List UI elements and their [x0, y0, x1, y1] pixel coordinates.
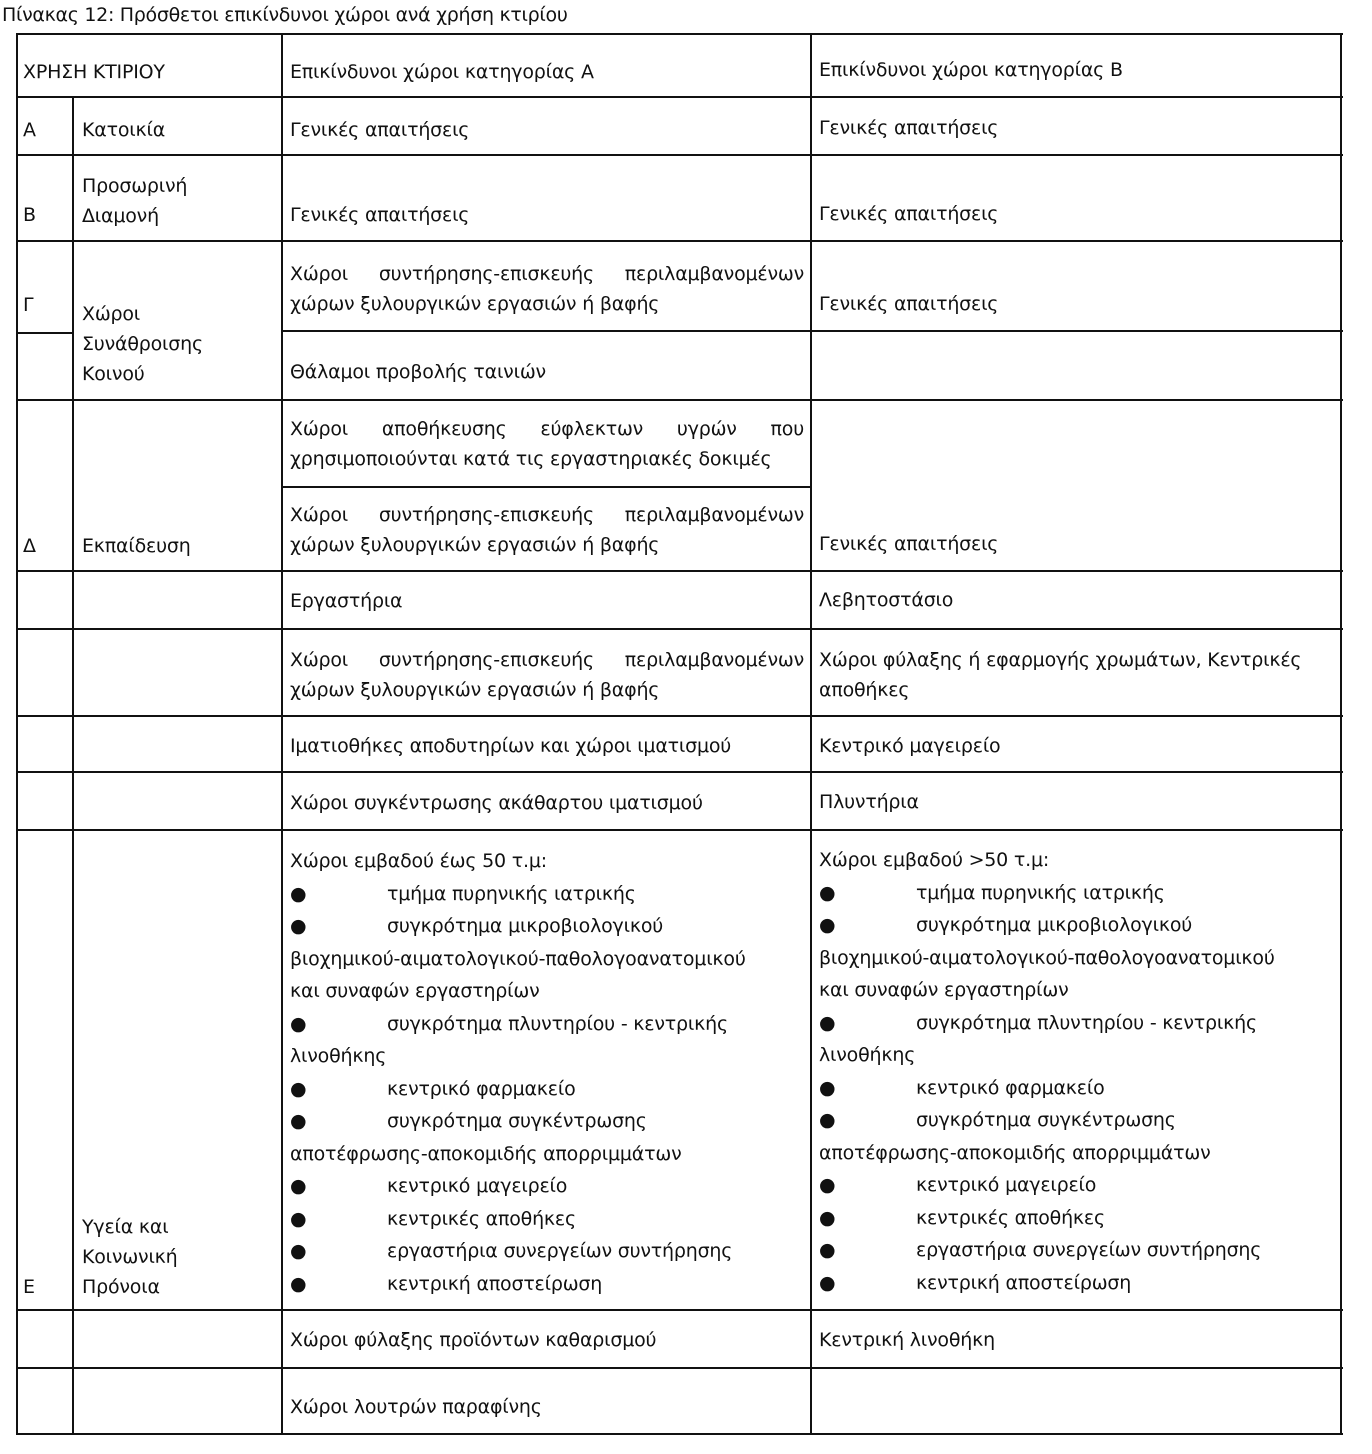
- bullet-icon: ●: [819, 1239, 836, 1261]
- list-intro: Χώροι εμβαδού >50 τ.μ:: [819, 849, 1050, 871]
- row-divider: [16, 1367, 1343, 1369]
- bullet-icon: ●: [819, 1109, 836, 1131]
- bullet-icon: ●: [819, 1011, 836, 1034]
- row-cat-a: Εργαστήρια: [290, 590, 403, 612]
- row-cat-a: Γενικές απαιτήσεις: [290, 204, 470, 226]
- list-item: ● τμήμα πυρηνικής ιατρικής: [819, 877, 1275, 910]
- row-divider: [282, 486, 812, 488]
- row-cat-a: Χώροι λουτρών παραφίνης: [290, 1396, 542, 1418]
- row-use: Υγεία και Κοινωνική Πρόνοια: [82, 1216, 178, 1298]
- row-use: Εκπαίδευση: [82, 535, 191, 557]
- row-use: Κατοικία: [82, 119, 166, 141]
- row-cat-b: Λεβητοστάσιο: [819, 589, 954, 611]
- row-divider: [16, 628, 1343, 630]
- row-divider: [16, 771, 1343, 773]
- list-item: ● συγκρότημα πλυντηρίου - κεντρικής: [819, 1007, 1275, 1040]
- list-item: ● κεντρικό φαρμακείο: [290, 1073, 746, 1106]
- row-cat-a: Ιματιοθήκες αποδυτηρίων και χώροι ιματισμού: [290, 735, 732, 757]
- row-divider: [16, 154, 1343, 156]
- list-intro: Χώροι εμβαδού έως 50 τ.μ:: [290, 850, 547, 872]
- row-cat-a: Θάλαμοι προβολής ταινιών: [290, 361, 546, 383]
- bullet-icon: ●: [290, 1012, 307, 1035]
- bullet-icon: ●: [290, 1240, 307, 1262]
- list-item: ● κεντρικές αποθήκες: [290, 1203, 746, 1236]
- table-border-left: [16, 33, 18, 1435]
- bullet-icon: ●: [290, 882, 307, 905]
- row-code: Β: [23, 204, 36, 226]
- header-category-b: Επικίνδυνοι χώροι κατηγορίας Β: [819, 59, 1123, 81]
- bullet-icon: ●: [819, 881, 836, 904]
- row-cat-a: Χώροι αποθήκευσης εύφλεκτων υγρών που χρησιμοποιούνται κατά τις εργαστηριακές δοκιμές: [290, 418, 804, 470]
- list-item: ● εργαστήρια συνεργείων συντήρησης: [290, 1235, 746, 1268]
- row-cat-a-list: Χώροι εμβαδού έως 50 τ.μ: ● τμήμα πυρηνικής ιατρικής ● συγκρότημα μικροβιολογικού βιοχημικού-αιματολογικού-παθολογοανατομικού και συναφών εργαστηρίων ● συγκρότημα πλυντηρίου - κεντρικής λινοθήκης ● κεντρικό φαρμακείο ● συγκρότημα συγκέντρωσης αποτέφρωσης-αποκομιδής απορριμμάτων ● κεντρικό μαγειρείο ● κεντρικές αποθήκες ● εργαστήρια συνεργείων συντήρησης ● κεντρική αποστείρωση: [290, 845, 746, 1300]
- row-divider: [16, 332, 73, 334]
- row-cat-b: Χώροι φύλαξης ή εφαρμογής χρωμάτων, Κεντρικές αποθήκες: [819, 649, 1302, 701]
- header-building-use: ΧΡΗΣΗ ΚΤΙΡΙΟΥ: [23, 61, 165, 83]
- row-cat-a: Χώροι συντήρησης-επισκευής περιλαμβανομένων χώρων ξυλουργικών εργασιών ή βαφής: [290, 649, 804, 701]
- row-cat-a: Χώροι συντήρησης-επισκευής περιλαμβανομένων χώρων ξυλουργικών εργασιών ή βαφής: [290, 504, 804, 556]
- list-item: ● συγκρότημα πλυντηρίου - κεντρικής: [290, 1008, 746, 1041]
- row-divider: [282, 330, 1343, 332]
- row-cat-b: Γενικές απαιτήσεις: [819, 293, 999, 315]
- list-item: ● κεντρικό φαρμακείο: [819, 1072, 1275, 1105]
- bullet-icon: ●: [290, 1207, 307, 1230]
- bullet-icon: ●: [819, 1271, 836, 1294]
- row-cat-b: Πλυντήρια: [819, 791, 919, 813]
- row-cat-b: Γενικές απαιτήσεις: [819, 203, 999, 225]
- row-divider: [16, 1309, 1343, 1311]
- list-item: ● κεντρικό μαγειρείο: [290, 1170, 746, 1203]
- list-item: ● συγκρότημα συγκέντρωσης: [819, 1104, 1275, 1137]
- row-code: Δ: [23, 535, 36, 557]
- row-use: Χώροι Συνάθροισης Κοινού: [82, 303, 203, 385]
- row-cat-a: Χώροι συντήρησης-επισκευής περιλαμβανομένων χώρων ξυλουργικών εργασιών ή βαφής: [290, 263, 804, 315]
- table-border-bottom: [16, 1433, 1343, 1435]
- row-divider: [16, 829, 1343, 831]
- row-cat-b: Γενικές απαιτήσεις: [819, 117, 999, 139]
- list-item: ● κεντρικό μαγειρείο: [819, 1169, 1275, 1202]
- row-cat-b: Κεντρική λινοθήκη: [819, 1329, 995, 1351]
- row-cat-a: Χώροι φύλαξης προϊόντων καθαρισμού: [290, 1329, 657, 1351]
- column-divider: [281, 33, 283, 1435]
- table-border-right: [1340, 33, 1342, 1435]
- row-divider: [16, 240, 1343, 242]
- list-item: ● τμήμα πυρηνικής ιατρικής: [290, 878, 746, 911]
- bullet-icon: ●: [290, 1272, 307, 1295]
- list-item: ● κεντρική αποστείρωση: [290, 1268, 746, 1301]
- list-item: ● κεντρικές αποθήκες: [819, 1202, 1275, 1235]
- header-category-a: Επικίνδυνοι χώροι κατηγορίας Α: [290, 61, 594, 83]
- list-item: ● συγκρότημα μικροβιολογικού: [819, 909, 1275, 942]
- bullet-icon: ●: [290, 915, 307, 937]
- bullet-icon: ●: [819, 1206, 836, 1229]
- row-divider: [16, 96, 1343, 98]
- table-caption: Πίνακας 12: Πρόσθετοι επικίνδυνοι χώροι ανά χρήση κτιρίου: [2, 4, 568, 26]
- column-divider: [72, 96, 74, 1435]
- row-cat-a: Γενικές απαιτήσεις: [290, 119, 470, 141]
- row-code: Α: [23, 119, 36, 141]
- list-item: ● συγκρότημα συγκέντρωσης: [290, 1105, 746, 1138]
- bullet-icon: ●: [290, 1110, 307, 1132]
- list-item: ● κεντρική αποστείρωση: [819, 1267, 1275, 1300]
- row-code: Γ: [23, 294, 34, 316]
- list-item: ● συγκρότημα μικροβιολογικού: [290, 910, 746, 943]
- row-divider: [16, 399, 1343, 401]
- row-cat-a: Χώροι συγκέντρωσης ακάθαρτου ιματισμού: [290, 792, 703, 814]
- row-divider: [16, 570, 1343, 572]
- bullet-icon: ●: [290, 1077, 307, 1100]
- table-border-top: [16, 33, 1343, 35]
- row-use: Προσωρινή Διαμονή: [82, 175, 188, 227]
- bullet-icon: ●: [819, 1076, 836, 1099]
- row-code: Ε: [23, 1276, 35, 1298]
- bullet-icon: ●: [819, 914, 836, 936]
- row-divider: [16, 715, 1343, 717]
- row-cat-b: Γενικές απαιτήσεις: [819, 533, 999, 555]
- list-item: ● εργαστήρια συνεργείων συντήρησης: [819, 1234, 1275, 1267]
- bullet-icon: ●: [819, 1174, 836, 1196]
- row-cat-b: Κεντρικό μαγειρείο: [819, 735, 1001, 757]
- row-cat-b-list: Χώροι εμβαδού >50 τ.μ: ● τμήμα πυρηνικής ιατρικής ● συγκρότημα μικροβιολογικού βιοχημικού-αιματολογικού-παθολογοανατομικού και συναφών εργαστηρίων ● συγκρότημα πλυντηρίου - κεντρικής λινοθήκης ● κεντρικό φαρμακείο ● συγκρότημα συγκέντρωσης αποτέφρωσης-αποκομιδής απορριμμάτων ● κεντρικό μαγειρείο ● κεντρικές αποθήκες ● εργαστήρια συνεργείων συντήρησης ● κεντρική αποστείρωση: [819, 844, 1275, 1299]
- bullet-icon: ●: [290, 1175, 307, 1197]
- column-divider: [810, 33, 812, 1435]
